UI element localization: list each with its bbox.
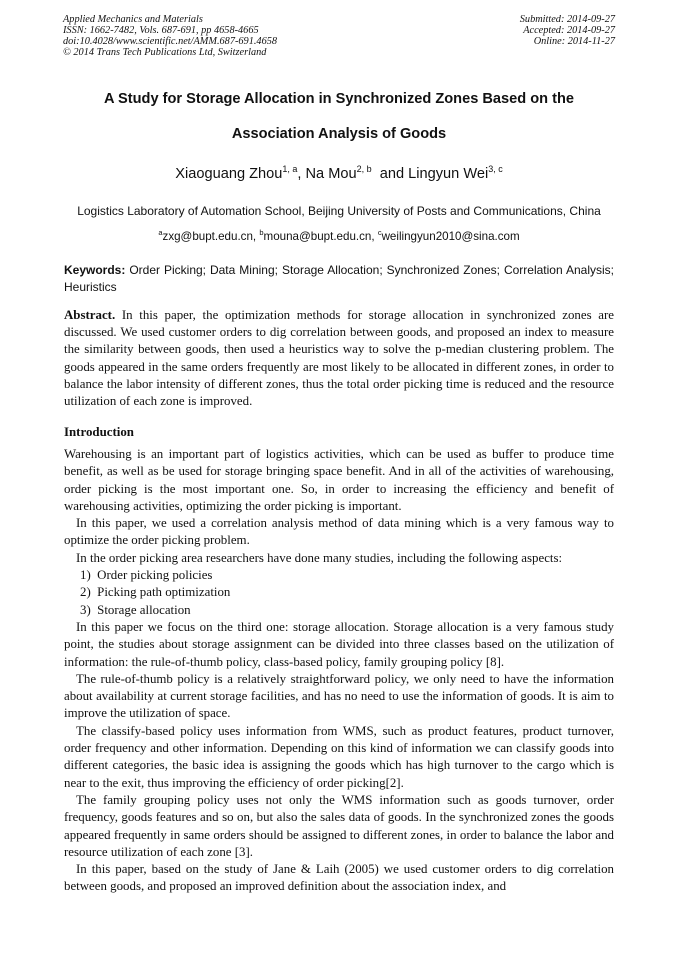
author-emails (0, 228, 678, 243)
list-item: 2) Picking path optimization (80, 585, 231, 600)
email-superscript: c (377, 228, 382, 237)
paragraph: The classify-based policy uses information from WMS, such as product features, product turnover, order frequency and other information. Depending on this kind of information we can classify goods into different categories, the basic idea is assigning the goods which has high turnover to the cargo which is near to the exit, thus improving the efficiency of order picking[2]. (64, 723, 614, 790)
doi-line: doi:10.4028/www.scientific.net/AMM.687-691.4658 (63, 36, 278, 47)
section-heading-introduction: Introduction (64, 425, 134, 439)
paragraph: The family grouping policy uses not only the WMS information such as goods turnover, order frequency, goods features and so on, but also the sales data of goods. In the synchronized zones the goods appeared frequently in same orders should be assigned to different zones, in order to balance the labor and resource utilization of each zone [3]. (64, 792, 614, 859)
online-date: Online: 2014-11-27 (533, 36, 615, 47)
author-superscript: 2, b (356, 164, 372, 174)
author-list (0, 164, 678, 182)
journal-info (63, 14, 277, 58)
keywords (64, 262, 614, 295)
copyright-line: © 2014 Trans Tech Publications Ltd, Switzerland (63, 47, 267, 58)
author-separator: and (371, 166, 409, 182)
submission-dates (520, 14, 615, 47)
list-item: 3) Storage allocation (80, 602, 191, 617)
keywords-label: Keywords: (64, 263, 126, 277)
email-superscript: b (259, 228, 264, 237)
submitted-date: Submitted: 2014-09-27 (519, 14, 615, 25)
journal-name: Applied Mechanics and Materials (63, 14, 203, 25)
author-superscript: 1, a (282, 164, 298, 174)
email-superscript: a (158, 228, 163, 237)
paragraph: In this paper, based on the study of Jane & Laih (2005) we used customer orders to dig correlation between goods, and proposed an improved definition about the association index, and (64, 862, 614, 894)
abstract-label: Abstract. (64, 308, 116, 322)
email-link[interactable]: weilingyun2010@sina.com (381, 230, 520, 243)
paper-title-line-1: A Study for Storage Allocation in Synchronized Zones Based on the (103, 91, 575, 107)
author-superscript: 3, c (488, 164, 503, 174)
author-name: Lingyun Wei (408, 166, 489, 182)
email-link[interactable]: mouna@bupt.edu.cn, (263, 230, 378, 243)
abstract-text: In this paper, the optimization methods for storage allocation in synchronized zones are discussed. We used customer orders to dig correlation between goods, and proposed an index to measure the similarity between goods, then used a heuristics way to solve the p-median clustering problem. The goods appeared in the same orders frequently are most likely to be allocated in different zones, in order to balance the labor intensity of different zones, thus the total order picking time is reduced and the resource utilization of each zone is improved. (64, 308, 614, 409)
keywords-text: Order Picking; Data Mining; Storage Allocation; Synchronized Zones; Correlation Analysis; Heuristics (64, 263, 614, 294)
abstract (64, 307, 614, 410)
accepted-date: Accepted: 2014-09-27 (523, 25, 615, 36)
introduction-body (64, 446, 614, 896)
list-item: 1) Order picking policies (80, 568, 213, 583)
paragraph: The rule-of-thumb policy is a relatively straightforward policy, we only need to have the information about availability at current storage facilities, and has no need to use the information of goods. It is aim to improve the utilization of space. (64, 671, 614, 721)
affiliation: Logistics Laboratory of Automation School, Beijing University of Posts and Communications, China (77, 204, 601, 218)
paragraph: In this paper, we used a correlation analysis method of data mining which is a very famous way to optimize the order picking problem. (64, 516, 614, 548)
paper-title-line-2: Association Analysis of Goods (231, 126, 447, 142)
author-name: Xiaoguang Zhou (175, 166, 283, 182)
aspect-list (64, 567, 614, 619)
author-name: Na Mou (305, 166, 357, 182)
paragraph: In this paper we focus on the third one: storage allocation. Storage allocation is a very famous study point, the studies about storage assignment can be divided into three classes based on the utilization of information: the rule-of-thumb policy, class-based policy, family grouping policy [8]. (64, 619, 614, 669)
paragraph: Warehousing is an important part of logistics activities, which can be used as buffer to produce time benefit, as well as be used for storage bringing space benefit. And in all of the activities of warehousing, order picking is the most important one. So, in order to increasing the efficiency and benefit of warehousing activities, optimizing the order picking is important. (64, 447, 614, 513)
author-separator: , (297, 166, 306, 182)
paragraph: In the order picking area researchers have done many studies, including the following aspects: (76, 550, 563, 565)
issn-line: ISSN: 1662-7482, Vols. 687-691, pp 4658-4665 (63, 25, 259, 36)
email-link[interactable]: zxg@bupt.edu.cn, (162, 230, 260, 243)
